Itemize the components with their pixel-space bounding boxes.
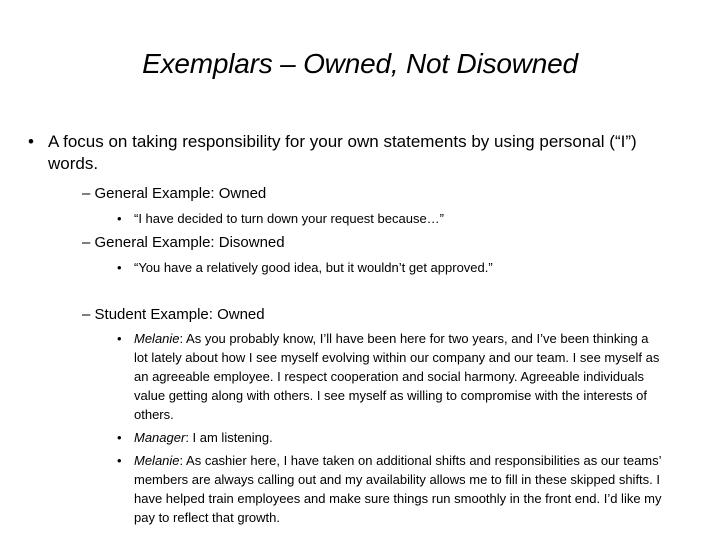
bullet-icon: •: [117, 211, 122, 226]
general-owned-heading: [82, 184, 266, 204]
speaker-name: Melanie: [134, 331, 180, 346]
general-disowned-label: General Example: Disowned: [94, 234, 285, 251]
slide-title: Exemplars – Owned, Not Disowned: [142, 48, 578, 79]
dash-icon: –: [82, 306, 91, 323]
intro-bullet: [28, 131, 648, 175]
speaker-name: Manager: [134, 430, 186, 445]
general-owned-quote: [117, 209, 664, 228]
dialogue-text: : As you probably know, I’ll have been here for two years, and I’ve been thinking a lot lately about how I see myself evolving within our company and our team. I see myself as an agreeable employee. I respect cooperation and social harmony. Agreeable individuals value getting along with others. I see myself as willing to compromise with the interests of others.: [134, 331, 660, 422]
dialogue-line: [117, 451, 664, 527]
speaker-name: Melanie: [134, 453, 180, 468]
general-disowned-quote-text: “You have a relatively good idea, but it wouldn’t get approved.”: [134, 260, 493, 275]
intro-text: A focus on taking responsibility for your own statements by using personal (“I”) words.: [48, 132, 637, 173]
bullet-icon: •: [117, 453, 122, 468]
bullet-icon: •: [117, 430, 122, 445]
student-owned-heading: [82, 305, 265, 325]
bullet-icon: •: [117, 260, 122, 275]
dialogue-text: : As cashier here, I have taken on additional shifts and responsibilities as our teams’ members are always calling out and my availability allows me to fill in these skipped shifts. I have helped train employees and make sure things run smoothly in the front end. I’d like my pay to reflect that growth.: [134, 453, 662, 525]
general-disowned-heading: [82, 233, 285, 253]
general-owned-label: General Example: Owned: [94, 185, 267, 202]
dash-icon: –: [82, 234, 91, 251]
general-disowned-quote: [117, 258, 664, 277]
general-owned-quote-text: “I have decided to turn down your request because…”: [134, 211, 445, 226]
dash-icon: –: [82, 185, 91, 202]
bullet-icon: •: [28, 132, 34, 151]
bullet-icon: •: [117, 331, 122, 346]
dialogue-text: : I am listening.: [185, 430, 273, 445]
dialogue-line: [117, 329, 664, 424]
dialogue-line: [117, 428, 664, 447]
student-owned-label: Student Example: Owned: [94, 306, 265, 323]
